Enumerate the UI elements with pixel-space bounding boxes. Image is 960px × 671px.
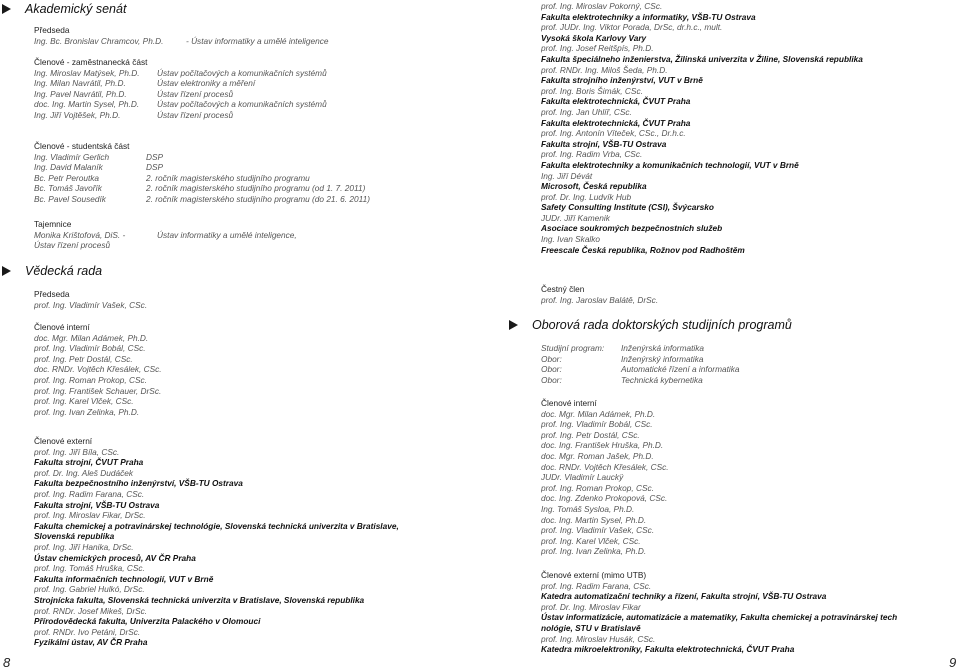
person-name: prof. Ing. Petr Dostál, CSc. bbox=[541, 429, 640, 440]
role-label: Členové interní bbox=[34, 322, 90, 332]
vr-predseda-block bbox=[34, 289, 474, 310]
institution-name: Fakulta strojní, VŠB-TU Ostrava bbox=[34, 499, 160, 510]
person-row bbox=[541, 375, 956, 386]
institution-name: Fakulta strojní, ČVUT Praha bbox=[34, 457, 144, 468]
right-page bbox=[482, 0, 960, 671]
section-title: Akademický senát bbox=[25, 2, 127, 16]
person-name: prof. Dr. Ing. Miroslav Fikar bbox=[541, 601, 641, 612]
person-row bbox=[34, 99, 474, 110]
person-name: prof. Ing. Jan Uhlíř, CSc. bbox=[541, 106, 632, 117]
program-list bbox=[541, 343, 956, 385]
person-name: JUDr. Jiří Kamenik bbox=[541, 212, 610, 223]
institution-name: Freescale Česká republika, Rožnov pod Radhoštěm bbox=[541, 244, 745, 255]
person-name: prof. Dr. Ing. Aleš Dudáček bbox=[34, 467, 133, 478]
person-dept: DSP bbox=[146, 151, 164, 162]
person-name: prof. Ing. Boris Šimák, CSc. bbox=[541, 85, 643, 96]
role-label: Členové externí (mimo UTB) bbox=[541, 570, 647, 580]
person-name: prof. Ing. Vladimír Bobál, CSc. bbox=[541, 419, 653, 430]
person-dept-line2: Ústav řízení procesů bbox=[34, 240, 111, 251]
person-name: doc. Mgr. Milan Adámek, Ph.D. bbox=[541, 408, 656, 419]
person-dept: 2. ročník magisterského studijního programu (do 21. 6. 2011) bbox=[146, 193, 370, 204]
institution-name: Katedra automatizační techniky a řízení, Fakulta strojní, VŠB-TU Ostrava bbox=[541, 591, 827, 602]
person-name: Ing. Vladimír Gerlich bbox=[34, 151, 110, 162]
person-name: prof. Ing. Jiří Hanika, DrSc. bbox=[34, 541, 134, 552]
person-row bbox=[34, 230, 474, 241]
senat-tajemnice-block bbox=[34, 219, 474, 251]
person-name: Ing. Bc. Bronislav Chramcov, Ph.D. bbox=[34, 35, 164, 46]
institution-name: Ústav chemických procesů, AV ČR Praha bbox=[34, 552, 196, 563]
person-row bbox=[34, 173, 474, 184]
person-row bbox=[34, 162, 474, 173]
person-name: prof. Ing. Ivan Zelinka, Ph.D. bbox=[34, 406, 140, 417]
zam-list bbox=[34, 68, 474, 121]
person-name: Ing. Jiří Dévát bbox=[541, 170, 593, 181]
page-number: 8 bbox=[3, 655, 11, 670]
institution-name: Fakulta špeciálneho inženierstva, Žilinská univerzita v Žiline, Slovenská republika bbox=[541, 53, 863, 64]
institution-name: Přírodovědecká fakulta, Univerzita Palackého v Olomouci bbox=[34, 616, 261, 627]
person-row bbox=[541, 354, 956, 365]
person-dept: Ústav řízení procesů bbox=[157, 88, 234, 99]
or-ext-list bbox=[541, 581, 956, 655]
person-name: doc. Ing. Zdenko Prokopová, CSc. bbox=[541, 493, 668, 504]
or-ext-block bbox=[541, 570, 956, 655]
person-name: prof. RNDr. Ivo Petáni, DrSc. bbox=[34, 626, 141, 637]
institution-name: Fakulta chemickej a potravinárskej technológie, Slovenská technická univerzita v Bratislave, bbox=[34, 520, 399, 531]
person-name: prof. Ing. Roman Prokop, CSc. bbox=[34, 374, 147, 385]
role-label: Členové - studentská část bbox=[34, 141, 130, 151]
person-name: Obor: bbox=[541, 364, 562, 375]
or-int-block bbox=[541, 398, 956, 557]
person-name: Ing. Milan Navrátil, Ph.D. bbox=[34, 78, 126, 89]
role-label: Členové externí bbox=[34, 436, 93, 446]
senat-predseda-block bbox=[34, 25, 474, 46]
vr-int-block bbox=[34, 322, 474, 417]
senat-zam-block bbox=[34, 57, 474, 121]
vr-ext-block bbox=[34, 436, 474, 648]
institution-name: Fakulta elektrotechnická, ČVUT Praha bbox=[541, 96, 691, 107]
person-name: prof. RNDr. Ing. Miloš Šeda, Ph.D. bbox=[541, 64, 668, 75]
institution-name: Ústav informatizácie, automatizácie a matematiky, Fakulta chemickej a potravinárskej tech bbox=[541, 612, 898, 623]
person-name: doc. Mgr. Roman Jašek, Ph.D. bbox=[541, 450, 654, 461]
person-name: prof. Ing. Miroslav Husák, CSc. bbox=[541, 633, 656, 644]
person-name: prof. Ing. Josef Reitšpís, Ph.D. bbox=[541, 43, 654, 54]
institution-name: Asociace soukromých bezpečnostních služeb bbox=[541, 223, 723, 234]
institution-name: Fakulta strojní, VŠB-TU Ostrava bbox=[541, 138, 667, 149]
person-dept: Ústav počítačových a komunikačních systémů bbox=[157, 99, 327, 110]
page-number: 9 bbox=[949, 655, 957, 670]
person-name: doc. Ing. František Hruška, Ph.D. bbox=[541, 440, 664, 451]
person-dept: Ústav informatiky a umělé inteligence, bbox=[157, 229, 297, 240]
person-name: prof. Ing. Vladimír Bobál, CSc. bbox=[34, 343, 146, 354]
vr-ext-list bbox=[34, 447, 474, 648]
person-row bbox=[34, 152, 474, 163]
person-dept: Automatické řízení a informatika bbox=[621, 364, 740, 375]
person-name: Bc. Pavel Sousedík bbox=[34, 193, 106, 204]
person-name: Ing. Jiří Vojtěšek, Ph.D. bbox=[34, 109, 121, 120]
person-row bbox=[541, 364, 956, 375]
person-row bbox=[34, 110, 474, 121]
person-name: prof. Dr. Ing. Ludvík Hub bbox=[541, 191, 632, 202]
person-name: prof. Ing. Vladimír Vašek, CSc. bbox=[34, 299, 148, 310]
person-dept: Ústav počítačových a komunikačních systémů bbox=[157, 67, 327, 78]
person-name: Bc. Petr Peroutka bbox=[34, 172, 100, 183]
vr-ext-continued-block bbox=[541, 1, 956, 255]
institution-name: Fakulta elektrotechniky a komunikačních technologií, VUT v Brně bbox=[541, 159, 799, 170]
institution-name: Fakulta strojního inženýrství, VUT v Brně bbox=[541, 75, 703, 86]
person-name: prof. Ing. Ivan Zelinka, Ph.D. bbox=[541, 546, 647, 557]
institution-name: Fakulta elektrotechnická, ČVUT Praha bbox=[541, 117, 691, 128]
institution-name: Katedra mikroelektroniky, Fakulta elektrotechnická, ČVUT Praha bbox=[541, 644, 795, 655]
role-label: Tajemnice bbox=[34, 219, 72, 229]
person-name: doc. RNDr. Vojtěch Křesálek, CSc. bbox=[541, 461, 669, 472]
institution-name: nológie, STU v Bratislavě bbox=[541, 622, 641, 633]
person-name: Obor: bbox=[541, 353, 562, 364]
institution-name: Fakulta elektrotechniky a informatiky, VŠB-TU Ostrava bbox=[541, 11, 756, 22]
person-row bbox=[34, 36, 474, 47]
person-name: prof. Ing. Karel Vlček, CSc. bbox=[34, 396, 134, 407]
person-name: Ing. Ivan Skalko bbox=[541, 234, 601, 245]
person-name: JUDr. Vladimír Lauckÿ bbox=[541, 472, 624, 483]
person-name: Studijní program: bbox=[541, 343, 605, 353]
person-name: prof. JUDr. Ing. Viktor Porada, DrSc, dr.h.c., mult. bbox=[541, 22, 723, 33]
person-row bbox=[34, 68, 474, 79]
person-dept: Inženýrský informatika bbox=[621, 353, 704, 364]
institution-name: Strojnícka fakulta, Slovenská technická univerzita v Bratislave, Slovenská republika bbox=[34, 594, 365, 605]
or-int-list bbox=[541, 409, 956, 557]
person-dept: Inženýrská informatika bbox=[621, 343, 705, 353]
person-name: prof. Ing. Jaroslav Balátě, DrSc. bbox=[541, 294, 659, 305]
person-name: prof. Ing. Gabriel Hulkó, DrSc. bbox=[34, 584, 145, 595]
institution-name: Fyzikální ústav, AV ČR Praha bbox=[34, 637, 148, 648]
institution-name: Fakulta informačních technologií, VUT v Brně bbox=[34, 573, 214, 584]
person-name: Obor: bbox=[541, 374, 562, 385]
person-name: prof. Ing. Radim Farana, CSc. bbox=[34, 488, 145, 499]
person-name: Ing. Miroslav Matýsek, Ph.D. bbox=[34, 67, 140, 78]
person-name: Monika Krištofová, DiS. - bbox=[34, 229, 126, 240]
person-dept: Technická kybernetika bbox=[621, 374, 703, 385]
institution-name: Microsoft, Česká republika bbox=[541, 181, 647, 192]
senat-stud-block bbox=[34, 141, 474, 205]
program-block bbox=[541, 343, 956, 385]
person-name: prof. Ing. Miroslav Pokorný, CSc. bbox=[541, 1, 663, 11]
person-dept: Ústav elektroniky a měření bbox=[157, 78, 256, 89]
person-name: Bc. Tomáš Javořík bbox=[34, 183, 102, 194]
section-heading-akademicky-senat bbox=[2, 2, 126, 16]
person-name: Ing. Pavel Navrátil, Ph.D. bbox=[34, 88, 127, 99]
person-name: prof. Ing. Tomáš Hruška, CSc. bbox=[34, 563, 145, 574]
section-heading-oborova-rada bbox=[509, 318, 792, 332]
person-name: prof. Ing. Roman Prokop, CSc. bbox=[541, 482, 654, 493]
person-name: prof. Ing. Petr Dostál, CSc. bbox=[34, 353, 133, 364]
person-row bbox=[541, 343, 956, 354]
person-dept: Ústav řízení procesů bbox=[157, 109, 234, 120]
person-dept: 2. ročník magisterského studijního programu (od 1. 7. 2011) bbox=[146, 183, 366, 194]
person-dept: - Ústav informatiky a umělé inteligence bbox=[186, 35, 329, 46]
institution-name: Safety Consulting Institute (CSI), Švýcarsko bbox=[541, 202, 714, 213]
person-name: Ing. David Malaník bbox=[34, 162, 103, 173]
triangle-bullet-icon bbox=[2, 266, 11, 276]
person-name: prof. Ing. Radim Vrba, CSc. bbox=[541, 149, 643, 160]
person-name: prof. RNDr. Josef Mikeš, DrSc. bbox=[34, 605, 148, 616]
section-heading-vedecka-rada bbox=[2, 264, 102, 278]
institution-name: Slovenská republika bbox=[34, 531, 115, 542]
person-name: Ing. Tomáš Sysloa, Ph.D. bbox=[541, 503, 635, 514]
institution-name: Vysoká škola Karlovy Vary bbox=[541, 32, 647, 43]
person-name: doc. Ing. Martin Sysel, Ph.D. bbox=[34, 99, 140, 110]
person-name: prof. Ing. Miroslav Fikar, DrSc. bbox=[34, 510, 146, 521]
person-row bbox=[34, 78, 474, 89]
person-row bbox=[34, 89, 474, 100]
stud-list bbox=[34, 152, 474, 205]
role-label: Předseda bbox=[34, 25, 70, 35]
person-name: doc. Mgr. Milan Adámek, Ph.D. bbox=[34, 332, 149, 343]
section-title: Oborová rada doktorských studijních programů bbox=[532, 318, 792, 332]
person-name: doc. RNDr. Vojtěch Křesálek, CSc. bbox=[34, 364, 162, 375]
person-row bbox=[34, 194, 474, 205]
person-name: prof. Ing. František Schauer, DrSc. bbox=[34, 385, 162, 396]
role-label: Členové - zaměstnanecká část bbox=[34, 57, 148, 67]
role-label: Členové interní bbox=[541, 398, 597, 408]
person-name: prof. Ing. Antonín Víteček, CSc., Dr.h.c. bbox=[541, 128, 686, 139]
person-name: prof. Ing. Radim Farana, CSc. bbox=[541, 580, 652, 591]
vr-ext-continued-list bbox=[541, 1, 956, 255]
role-label: Čestný člen bbox=[541, 284, 585, 294]
left-page bbox=[0, 0, 478, 671]
cestny-clen-block bbox=[541, 284, 956, 305]
person-dept: DSP bbox=[146, 162, 164, 173]
institution-name: Fakulta bezpečnostního inženýrství, VŠB-TU Ostrava bbox=[34, 478, 243, 489]
role-label: Předseda bbox=[34, 289, 70, 299]
person-name: prof. Ing. Jiří Bíla, CSc. bbox=[34, 446, 120, 457]
person-row bbox=[34, 183, 474, 194]
person-name: prof. Ing. Karel Vlček, CSc. bbox=[541, 535, 641, 546]
section-title: Vědecká rada bbox=[25, 264, 103, 278]
person-name: doc. Ing. Martin Sysel, Ph.D. bbox=[541, 514, 647, 525]
triangle-bullet-icon bbox=[509, 320, 518, 330]
person-dept: 2. ročník magisterského studijního programu bbox=[146, 172, 310, 183]
triangle-bullet-icon bbox=[2, 4, 11, 14]
person-name: prof. Ing. Vladimír Vašek, CSc. bbox=[541, 525, 655, 536]
vr-int-list bbox=[34, 333, 474, 418]
